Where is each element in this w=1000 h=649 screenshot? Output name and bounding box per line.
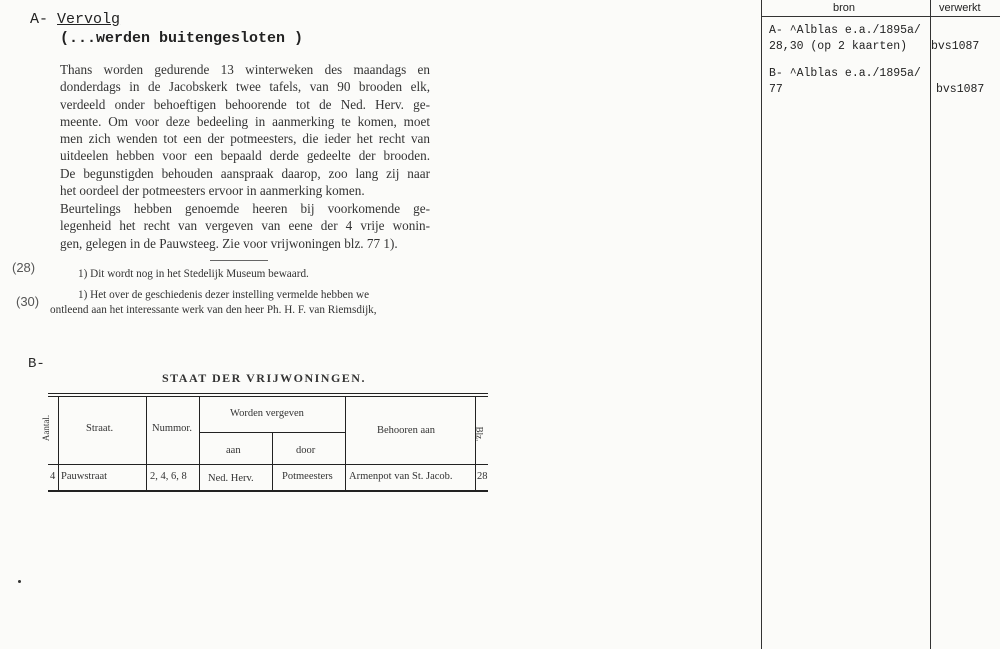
text-line: verdeeld onder behoeftigen behoorende tot de Ned. Herv. ge- (60, 96, 430, 112)
column-header-verwerkt: verwerkt (939, 2, 981, 14)
footnote-2-line-1: 1) Het over de geschiedenis dezer instelling vermelde hebben we (78, 289, 370, 301)
text-line: donderdags in de Jacobskerk twee tafels, van 90 brooden elk, (60, 79, 430, 95)
text-line: legenheid het recht van vergeven van eene der 4 vrije wonin- (60, 218, 430, 234)
header-aantal: Aantal. (41, 414, 52, 442)
header-worden-vergeven: Worden vergeven (230, 408, 304, 419)
text-line: De begunstigden behouden aanspraak daarop, zoo lang zij naar (60, 165, 430, 181)
staat-title: STAAT DER VRIJWONINGEN. (162, 371, 366, 385)
table-rule (48, 464, 488, 465)
cell-blz: 28 (477, 471, 488, 482)
table-rule (345, 396, 346, 491)
footnote-separator (210, 260, 268, 261)
table-rule (272, 432, 273, 491)
footnote-1: 1) Dit wordt nog in het Stedelijk Museum bewaard. (78, 268, 309, 280)
table-rule (146, 396, 147, 491)
paragraph-2 (60, 200, 430, 252)
cell-door: Potmeesters (282, 471, 333, 482)
cell-behooren-aan: Armenpot van St. Jacob. (349, 471, 453, 482)
section-a-heading (30, 11, 120, 28)
header-nummor: Nummor. (152, 423, 192, 434)
cell-nummor: 2, 4, 6, 8 (150, 471, 187, 482)
vrijwoningen-table (41, 393, 488, 493)
panel-header-rule (761, 16, 1000, 17)
margin-note-30: (30) (16, 294, 40, 309)
header-door: door (296, 445, 316, 456)
cell-aan: Ned. Herv. (208, 473, 254, 484)
source-entry-a-line-2: 28,30 (op 2 kaarten) (769, 40, 908, 53)
panel-column-divider (930, 0, 931, 649)
column-header-bron: bron (833, 2, 856, 14)
footnote-2-line-2: ontleend aan het interessante werk van den heer Ph. H. F. van Riemsdijk, (50, 304, 377, 316)
verwerkt-entry-a: bvs1087 (931, 40, 980, 53)
text-line: meente. Om voor deze bedeeling in aanmerking te komen, moet (60, 113, 430, 129)
panel-border-left (761, 0, 762, 649)
section-a-prefix: A- (30, 11, 49, 28)
header-aan: aan (226, 445, 241, 456)
table-rule (48, 393, 488, 394)
text-line: Beurtelings hebben genoemde heeren bij voorkomende ge- (60, 201, 430, 216)
table-rule (475, 396, 476, 491)
margin-note-28: (28) (12, 260, 36, 275)
text-line: men zich wenden tot een der potmeesters, die ieder het recht van (60, 131, 430, 147)
section-b-label: B- (28, 356, 45, 372)
text-line: uitdeelen hebben voor een bepaald derde gedeelte der brooden. (60, 148, 430, 164)
table-rule (48, 490, 488, 492)
source-entry-a-line-1: A- ^Alblas e.a./1895a/ (769, 24, 921, 37)
header-blz: Blz. (474, 426, 485, 442)
paragraph-1 (60, 61, 430, 199)
cell-straat: Pauwstraat (61, 471, 108, 482)
header-straat: Straat. (86, 423, 114, 434)
text-line: Thans worden gedurende 13 winterweken des maandags en (60, 62, 430, 77)
text-line: het oordeel der potmeesters ervoor in aanmerking komen. (60, 183, 365, 199)
cell-aantal: 4 (50, 471, 56, 482)
section-a-subtitle: (...werden buitengesloten ) (60, 30, 304, 47)
table-rule (58, 396, 59, 491)
table-rule (48, 396, 488, 397)
text-line: gen, gelegen in de Pauwsteeg. Zie voor vrijwoningen blz. 77 1). (60, 235, 398, 251)
verwerkt-entry-b: bvs1087 (936, 83, 985, 96)
table-rule (199, 396, 200, 491)
source-entry-b-line-1: B- ^Alblas e.a./1895a/ (769, 67, 921, 80)
header-behooren-aan: Behooren aan (377, 425, 436, 436)
section-a-title: Vervolg (57, 11, 121, 28)
speck-mark (18, 580, 21, 583)
source-entry-b-line-2: 77 (769, 83, 783, 96)
